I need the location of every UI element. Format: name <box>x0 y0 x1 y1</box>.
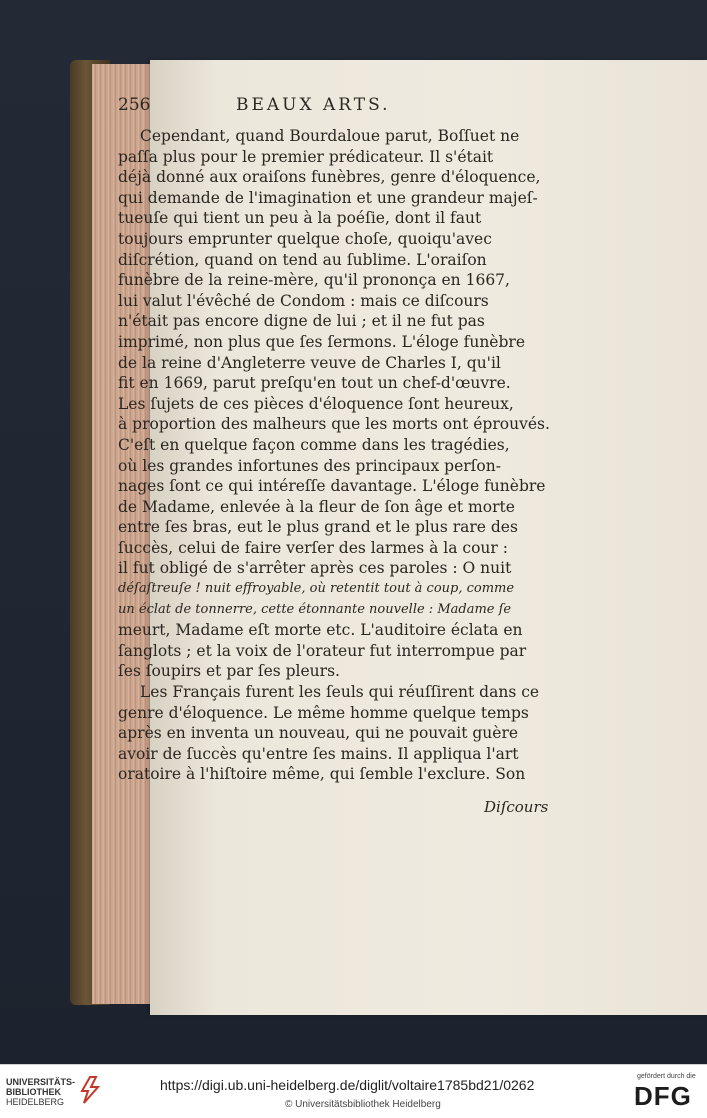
text-line: Cependant, quand Bourdaloue parut, Boſſuet ne <box>140 127 520 145</box>
permalink-url[interactable]: https://digi.ub.uni-heidelberg.de/diglit/voltaire1785bd21/0262 <box>160 1077 535 1093</box>
text-line: à proportion des malheurs que les morts ont éprouvés. <box>118 415 550 434</box>
text-line: funèbre de la reine-mère, qu'il prononça en 1667, <box>118 271 510 290</box>
text-line: n'était pas encore digne de lui ; et il ne fut pas <box>118 312 485 331</box>
library-logo-text <box>6 1077 75 1107</box>
text-line: qui demande de l'imagination et une grandeur majeſ- <box>118 188 538 207</box>
text-line: il fut obligé de s'arrêter après ces paroles : O nuit <box>118 559 512 578</box>
logo-line: HEIDELBERG <box>6 1097 65 1107</box>
copyright-notice: © Universitätsbibliothek Heidelberg <box>285 1099 441 1110</box>
page-number: 256 <box>118 95 151 115</box>
text-line: ſes ſoupirs et par ſes pleurs. <box>118 662 340 681</box>
catchword: Diſcours <box>484 798 549 816</box>
text-line: Les ſujets de ces pièces d'éloquence ſont heureux, <box>118 394 514 413</box>
body-text <box>118 126 550 785</box>
logo-line: UNIVERSITÄTS- <box>6 1077 76 1087</box>
text-line: de Madame, enlevée à la fleur de ſon âge et morte <box>118 497 515 516</box>
text-line: avoir de ſuccès qu'entre ſes mains. Il appliqua l'art <box>118 744 519 763</box>
dfg-logo: DFG <box>634 1081 692 1111</box>
text-line: oratoire à l'hiſtoire même, qui ſemble l'exclure. Son <box>118 765 526 784</box>
text-line: ſanglots ; et la voix de l'orateur fut interrompue par <box>118 641 527 660</box>
text-line: Les Français furent les ſeuls qui réuſſirent dans ce <box>140 683 540 702</box>
page-header <box>118 95 538 119</box>
text-line: paſſa plus pour le premier prédicateur. Il s'était <box>118 147 494 166</box>
text-line: où les grandes infortunes des principaux perſon- <box>118 456 501 475</box>
funded-by-label: gefördert durch die <box>637 1073 696 1080</box>
text-line: déjà donné aux oraiſons funèbres, genre d'éloquence, <box>118 168 541 187</box>
text-line: toujours emprunter quelque choſe, quoiqu'avec <box>118 229 492 248</box>
text-line: diſcrétion, quand on tend au ſublime. L'oraiſon <box>118 250 487 269</box>
running-title: BEAUX ARTS. <box>236 95 391 115</box>
text-line: nages ſont ce qui intéreſſe davantage. L'éloge funèbre <box>118 477 546 496</box>
text-line: ſuccès, celui de faire verſer des larmes à la cour : <box>118 538 508 557</box>
text-line: entre ſes bras, eut le plus grand et le plus rare des <box>118 518 518 537</box>
text-line: imprimé, non plus que ſes ſermons. L'éloge funèbre <box>118 332 525 351</box>
viewer-footer <box>0 1064 707 1118</box>
text-line: tueuſe qui tient un peu à la poéſie, dont il faut <box>118 209 482 228</box>
text-line: genre d'éloquence. Le même homme quelque temps <box>118 703 529 722</box>
text-line: après en inventa un nouveau, qui ne pouvait guère <box>118 724 519 743</box>
text-line: fit en 1669, parut preſqu'en tout un chef-d'œuvre. <box>118 374 511 393</box>
text-line: lui valut l'évêché de Condom : mais ce diſcours <box>118 291 489 310</box>
library-logo-icon <box>78 1075 102 1105</box>
text-line: meurt, Madame eſt morte etc. L'auditoire éclata en <box>118 621 523 640</box>
text-line: de la reine d'Angleterre veuve de Charles I, qu'il <box>118 353 501 372</box>
text-line: C'eſt en quelque façon comme dans les tragédies, <box>118 435 510 454</box>
logo-line: BIBLIOTHEK <box>6 1087 61 1097</box>
text-line-italic: déſaſtreuſe ! nuit effroyable, où retentit tout à coup, comme <box>118 581 515 597</box>
text-line-italic: un éclat de tonnerre, cette étonnante nouvelle : Madame ſe <box>118 601 512 617</box>
